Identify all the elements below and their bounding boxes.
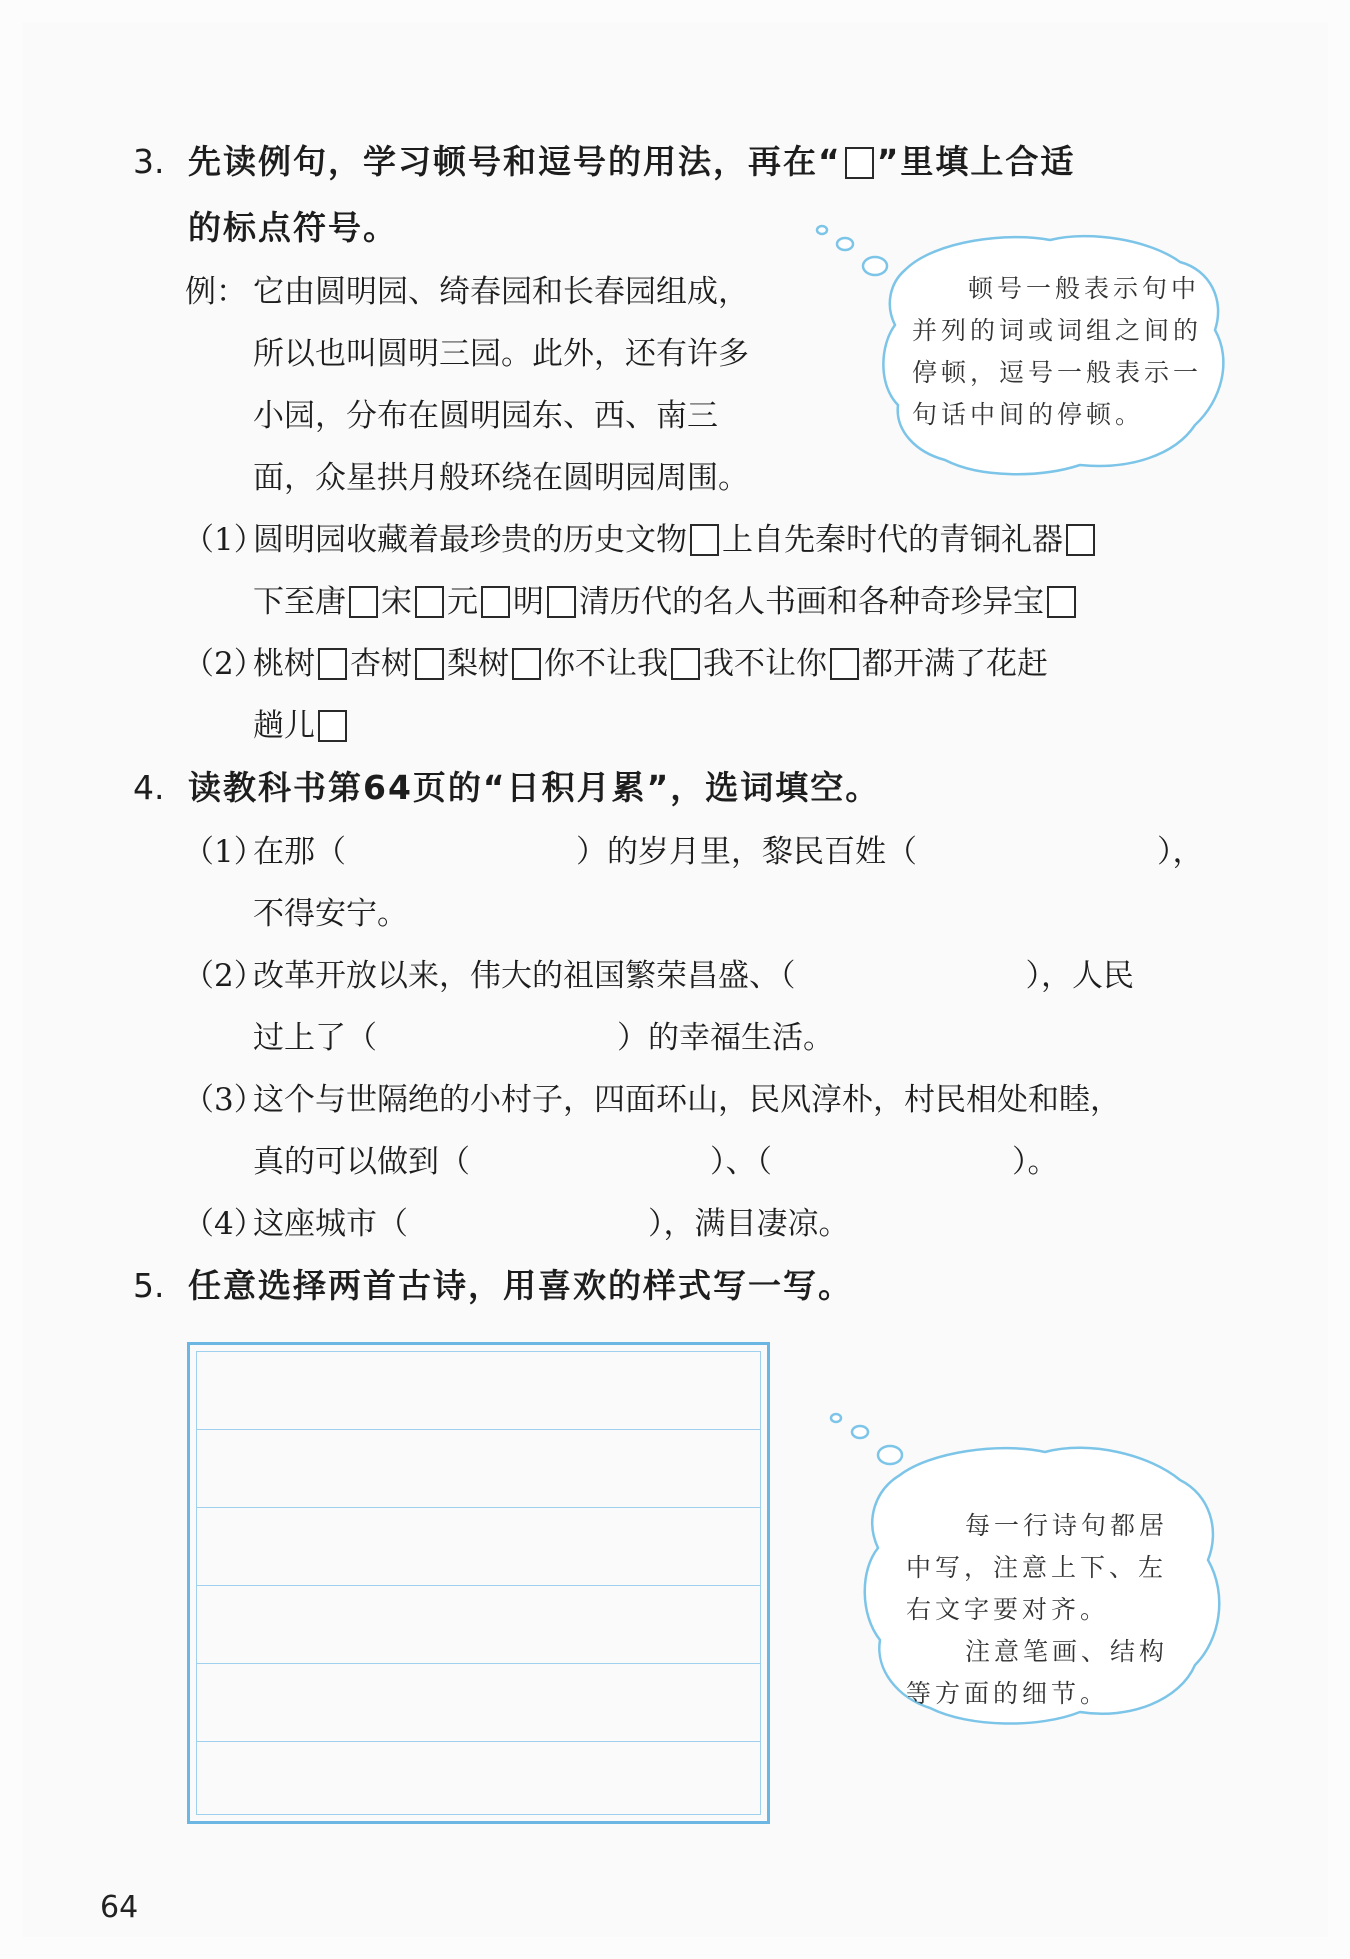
answer-box[interactable] xyxy=(671,648,700,680)
answer-box[interactable] xyxy=(690,524,719,556)
q3-title-line2: 的标点符号。 xyxy=(188,208,398,247)
q4-item-1-line-2: 不得安宁。 xyxy=(253,896,408,932)
q4-item-4-text: 这座城市（ xyxy=(253,1206,408,1242)
q4-item-2-text: ）的幸福生活。 xyxy=(617,1020,834,1056)
bubble-dot xyxy=(817,226,827,234)
page-number: 64 xyxy=(100,1890,139,1925)
q4-item-1-text: 在那（ xyxy=(253,834,346,870)
q4-item-2-text: ），人民 xyxy=(1025,958,1134,994)
answer-box[interactable] xyxy=(830,648,859,680)
q3-example-line-2: 所以也叫圆明三园。此外，还有许多 xyxy=(253,336,749,372)
answer-box[interactable] xyxy=(415,648,444,680)
q4-item-1-text: ）的岁月里，黎民百姓（ xyxy=(576,834,917,870)
answer-box[interactable] xyxy=(318,710,347,742)
q3-item-1-text: 下至唐 xyxy=(253,584,346,620)
q4-item-4-number: （4） xyxy=(183,1206,265,1242)
q3-title-part2: ”里填上合适 xyxy=(876,142,1076,181)
q3-item-2-text: 你不让我 xyxy=(544,646,668,682)
q4-item-4-line-1 xyxy=(253,1204,850,1244)
q3-item-2-line-1 xyxy=(253,644,1048,684)
bubble-dot xyxy=(878,1446,902,1464)
q4-item-2-text: 过上了（ xyxy=(253,1020,377,1056)
bubble-dot xyxy=(837,238,853,250)
q3-title-part1: 先读例句，学习顿号和逗号的用法，再在“ xyxy=(188,142,842,181)
q3-item-1-text: 明 xyxy=(513,584,544,620)
answer-box[interactable] xyxy=(1066,524,1095,556)
q4-item-4-text: ），满目凄凉。 xyxy=(648,1206,850,1242)
q3-tip-line-3: 停顿，逗号一般表示一 xyxy=(912,358,1203,387)
q4-title: 读教科书第64页的“日积月累”，选词填空。 xyxy=(188,768,881,807)
q4-item-3-text: ）、（ xyxy=(710,1144,772,1180)
q3-tip-line-4: 句话中间的停顿。 xyxy=(912,400,1145,429)
q3-number: 3. xyxy=(133,142,165,181)
answer-box[interactable] xyxy=(415,586,444,618)
answer-box[interactable] xyxy=(318,648,347,680)
q3-example-line-4: 面，众星拱月般环绕在圆明园周围。 xyxy=(253,460,749,496)
q5-tip-line-5: 等方面的细节。 xyxy=(906,1679,1110,1708)
q3-title xyxy=(188,142,1075,182)
q3-item-1-text: 清历代的名人书画和各种奇珍异宝 xyxy=(579,584,1044,620)
q4-item-2-number: （2） xyxy=(183,958,265,994)
q5-tip-line-3: 右文字要对齐。 xyxy=(906,1595,1110,1624)
q3-tip-line-1: 顿号一般表示句中 xyxy=(968,274,1201,303)
writing-line xyxy=(197,1741,760,1742)
q3-item-2-text: 趟儿 xyxy=(253,708,315,744)
q3-item-1-text: 元 xyxy=(447,584,478,620)
q3-item-2-text: 杏树 xyxy=(350,646,412,682)
q3-item-2-text: 桃树 xyxy=(253,646,315,682)
q5-number: 5. xyxy=(133,1266,165,1305)
answer-box[interactable] xyxy=(349,586,378,618)
q3-item-2-text: 都开满了花赶 xyxy=(862,646,1048,682)
q4-item-3-text: ）。 xyxy=(1012,1144,1059,1180)
q3-item-2-text: 梨树 xyxy=(447,646,509,682)
q3-item-1-text: 宋 xyxy=(381,584,412,620)
writing-line xyxy=(197,1507,760,1508)
q3-item-1-line-2 xyxy=(253,582,1079,622)
q4-item-1-text: ）， xyxy=(1157,834,1204,870)
answer-box[interactable] xyxy=(512,648,541,680)
q4-item-3-line-2 xyxy=(253,1142,1059,1182)
writing-grid-inner xyxy=(196,1351,761,1815)
q4-item-1-line-1 xyxy=(253,832,1204,872)
answer-box[interactable] xyxy=(481,586,510,618)
q3-item-1-number: （1） xyxy=(183,522,265,558)
q5-tip-line-4: 注意笔画、结构 xyxy=(965,1637,1169,1666)
q4-item-3-text: 真的可以做到（ xyxy=(253,1144,470,1180)
q3-item-1-text: 上自先秦时代的青铜礼器 xyxy=(722,522,1063,558)
q3-item-1-text: 圆明园收藏着最珍贵的历史文物 xyxy=(253,522,687,558)
q4-item-2-line-1 xyxy=(253,956,1134,996)
bubble-dot xyxy=(852,1426,868,1438)
writing-line xyxy=(197,1663,760,1664)
q3-item-2-line-2 xyxy=(253,706,350,746)
q4-item-1-number: （1） xyxy=(183,834,265,870)
bubble-dot xyxy=(863,257,887,275)
q3-item-2-number: （2） xyxy=(183,646,265,682)
q4-item-2-text: 改革开放以来，伟大的祖国繁荣昌盛、（ xyxy=(253,958,796,994)
q3-example-line-3: 小园，分布在圆明园东、西、南三 xyxy=(253,398,718,434)
writing-line xyxy=(197,1585,760,1586)
q4-item-2-line-2 xyxy=(253,1018,834,1058)
q3-item-1-line-1 xyxy=(253,520,1098,560)
q3-tip-line-2: 并列的词或词组之间的 xyxy=(912,316,1203,345)
q3-title-box xyxy=(845,147,874,179)
q4-item-3-number: （3） xyxy=(183,1082,265,1118)
q5-tip-line-1: 每一行诗句都居 xyxy=(965,1511,1169,1540)
q5-tip-line-2: 中写，注意上下、左 xyxy=(906,1553,1168,1582)
q3-item-2-text: 我不让你 xyxy=(703,646,827,682)
answer-box[interactable] xyxy=(1047,586,1076,618)
q5-title: 任意选择两首古诗，用喜欢的样式写一写。 xyxy=(188,1266,853,1305)
answer-box[interactable] xyxy=(547,586,576,618)
q4-item-3-line-1: 这个与世隔绝的小村子，四面环山，民风淳朴，村民相处和睦， xyxy=(253,1082,1121,1118)
q3-example-label: 例： xyxy=(185,274,247,310)
q4-number: 4. xyxy=(133,768,165,807)
bubble-dot xyxy=(831,1414,841,1422)
q3-example-line-1: 它由圆明园、绮春园和长春园组成， xyxy=(253,274,749,310)
writing-grid[interactable] xyxy=(187,1342,770,1824)
writing-line xyxy=(197,1429,760,1430)
